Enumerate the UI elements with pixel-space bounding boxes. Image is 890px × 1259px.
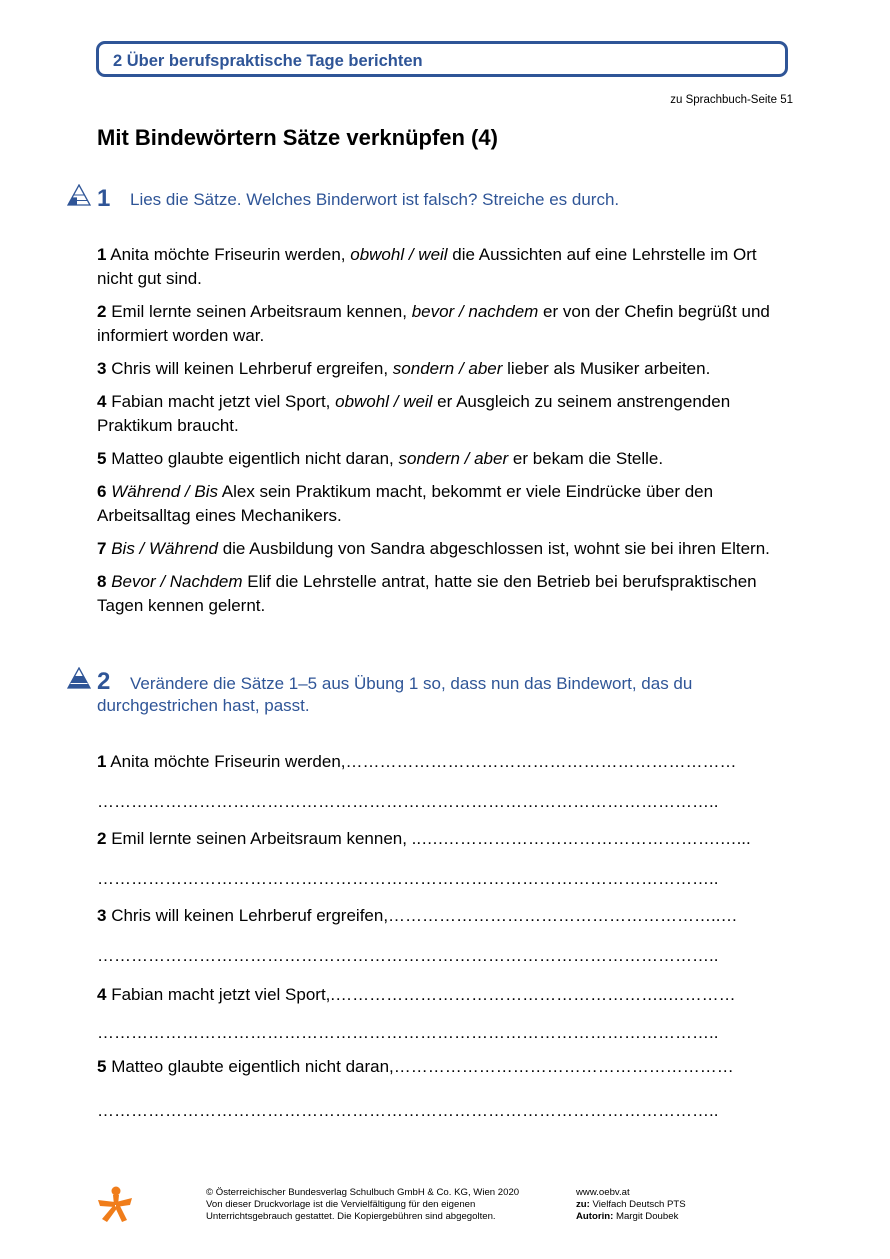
- answer-line[interactable]: ………………………………………………………………………………………………..: [97, 1023, 719, 1042]
- conjunction-options: Bevor / Nachdem: [111, 572, 243, 591]
- copyright-notice: © Österreichischer Bundesverlag Schulbuch GmbH & Co. KG, Wien 2020 Von dieser Druckvorlage ist die Vervielfältigung für den eigenen Unterrichtsgebrauch gestattet. Die Kopiergebühren sind abgegolten.: [206, 1187, 520, 1222]
- sentence-item: 2 Emil lernte seinen Arbeitsraum kennen, bevor / nachdem er von der Chefin begrüßt und informiert worden war.: [97, 302, 770, 345]
- answer-line[interactable]: ………………………………………………………………………………………………..: [97, 869, 719, 888]
- publisher-info: www.oebv.at zu: Vielfach Deutsch PTS Autorin: Margit Doubek: [576, 1187, 796, 1223]
- answer-line[interactable]: 3 Chris will keinen Lehrberuf ergreifen,…………………………………………………..…: [97, 906, 738, 925]
- publisher-logo-icon: [97, 1185, 133, 1223]
- answer-line[interactable]: 1 Anita möchte Friseurin werden,……………………………………………………………: [97, 752, 737, 771]
- chapter-title: 2 Über berufspraktische Tage berichten: [113, 52, 423, 70]
- chapter-header-box: [96, 41, 788, 77]
- task-1-number: 1: [97, 185, 111, 212]
- difficulty-pyramid-icon: [67, 184, 91, 206]
- answer-line[interactable]: 5 Matteo glaubte eigentlich nicht daran,……………………………………………………: [97, 1057, 734, 1076]
- conjunction-options: obwohl / weil: [335, 392, 433, 411]
- conjunction-options: Bis / Während: [111, 539, 218, 558]
- sentence-item: 8 Bevor / Nachdem Elif die Lehrstelle antrat, hatte sie den Betrieb bei berufspraktischen Tagen kennen gelernt.: [97, 572, 757, 615]
- page-reference: zu Sprachbuch-Seite 51: [670, 94, 793, 106]
- task-1-sentences: [97, 243, 787, 627]
- answer-line[interactable]: ………………………………………………………………………………………………..: [97, 946, 719, 965]
- page-title: Mit Bindewörtern Sätze verknüpfen (4): [97, 125, 498, 150]
- conjunction-options: obwohl / weil: [350, 245, 448, 264]
- sentence-item: 5 Matteo glaubte eigentlich nicht daran, sondern / aber er bekam die Stelle.: [97, 449, 664, 468]
- conjunction-options: Während / Bis: [111, 482, 218, 501]
- website-link[interactable]: www.oebv.at: [576, 1187, 630, 1198]
- sentence-item: 4 Fabian macht jetzt viel Sport, obwohl / weil er Ausgleich zu seinem anstrengenden Praktikum braucht.: [97, 392, 731, 435]
- sentence-item: 1 Anita möchte Friseurin werden, obwohl / weil die Aussichten auf eine Lehrstelle im Ort nicht gut sind.: [97, 245, 757, 288]
- answer-line[interactable]: 4 Fabian macht jetzt viel Sport,.…………………………………………………..…………: [97, 985, 736, 1004]
- sentence-item: 7 Bis / Während die Ausbildung von Sandra abgeschlossen ist, wohnt sie bei ihren Eltern.: [97, 539, 770, 558]
- sentence-item: 3 Chris will keinen Lehrberuf ergreifen, sondern / aber lieber als Musiker arbeiten.: [97, 359, 711, 378]
- conjunction-options: sondern / aber: [398, 449, 509, 468]
- conjunction-options: sondern / aber: [392, 359, 503, 378]
- task-2-instruction: Verändere die Sätze 1–5 aus Übung 1 so, dass nun das Bindewort, das du durchgestrichen hast, passt.: [97, 674, 693, 715]
- sentence-item: 6 Während / Bis Alex sein Praktikum macht, bekommt er viele Eindrücke über den Arbeitsalltag eines Mechanikers.: [97, 482, 714, 525]
- task-1-instruction: Lies die Sätze. Welches Binderwort ist falsch? Streiche es durch.: [130, 190, 620, 209]
- answer-line[interactable]: ………………………………………………………………………………………………..: [97, 792, 719, 811]
- task-2-number: 2: [97, 668, 111, 695]
- answer-line[interactable]: ………………………………………………………………………………………………..: [97, 1101, 719, 1120]
- conjunction-options: bevor / nachdem: [411, 302, 539, 321]
- difficulty-pyramid-icon: [67, 667, 91, 689]
- answer-line[interactable]: 2 Emil lernte seinen Arbeitsraum kennen, ..….………………………………………….…...: [97, 829, 751, 848]
